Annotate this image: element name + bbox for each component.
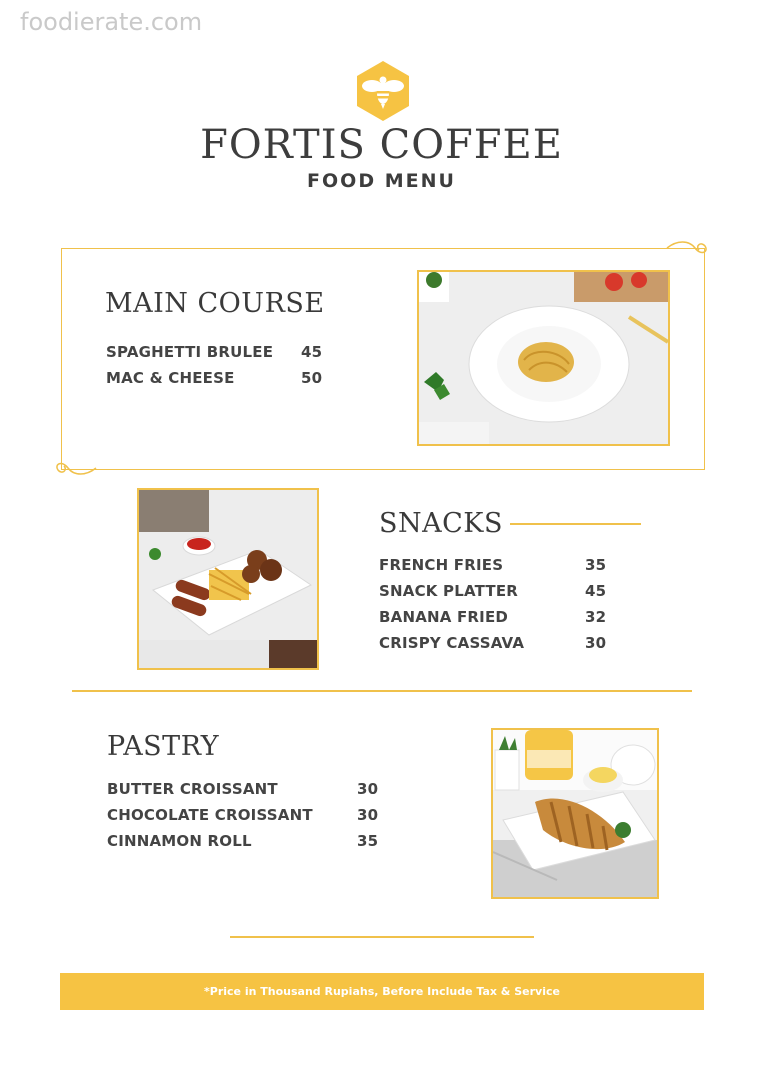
item-price: 35 [357,832,379,850]
main-course-title: MAIN COURSE [105,288,325,319]
item-name: BUTTER CROISSANT [107,780,278,798]
item-price: 30 [585,634,607,652]
item-price: 45 [301,343,323,361]
item-price: 35 [585,556,607,574]
bottom-divider [230,936,534,938]
snacks-divider [510,523,641,525]
item-name: CHOCOLATE CROISSANT [107,806,313,824]
item-name: SPAGHETTI BRULEE [106,343,274,361]
snacks-title: SNACKS [379,508,503,539]
croissant-photo [491,728,659,899]
item-price: 50 [301,369,323,387]
watermark: foodierate.com [20,8,203,36]
item-price: 30 [357,780,379,798]
price-note: *Price in Thousand Rupiahs, Before Include Tax & Service [204,985,560,998]
item-name: MAC & CHEESE [106,369,235,387]
pastry-title: PASTRY [107,731,220,762]
item-name: SNACK PLATTER [379,582,519,600]
snack-platter-photo [137,488,319,670]
item-price: 45 [585,582,607,600]
price-note-banner [60,973,704,1010]
item-name: BANANA FRIED [379,608,509,626]
item-price: 30 [357,806,379,824]
item-name: CINNAMON ROLL [107,832,252,850]
item-name: CRISPY CASSAVA [379,634,525,652]
bee-hexagon-icon [355,60,411,122]
spaghetti-photo [417,270,670,446]
brand-title: FORTIS COFFEE [200,122,563,168]
brand-subtitle: FOOD MENU [307,170,456,192]
item-price: 32 [585,608,607,626]
item-name: FRENCH FRIES [379,556,504,574]
flourish-top-right-icon [665,238,711,272]
flourish-bottom-left-icon [52,448,98,482]
section-divider [72,690,692,692]
